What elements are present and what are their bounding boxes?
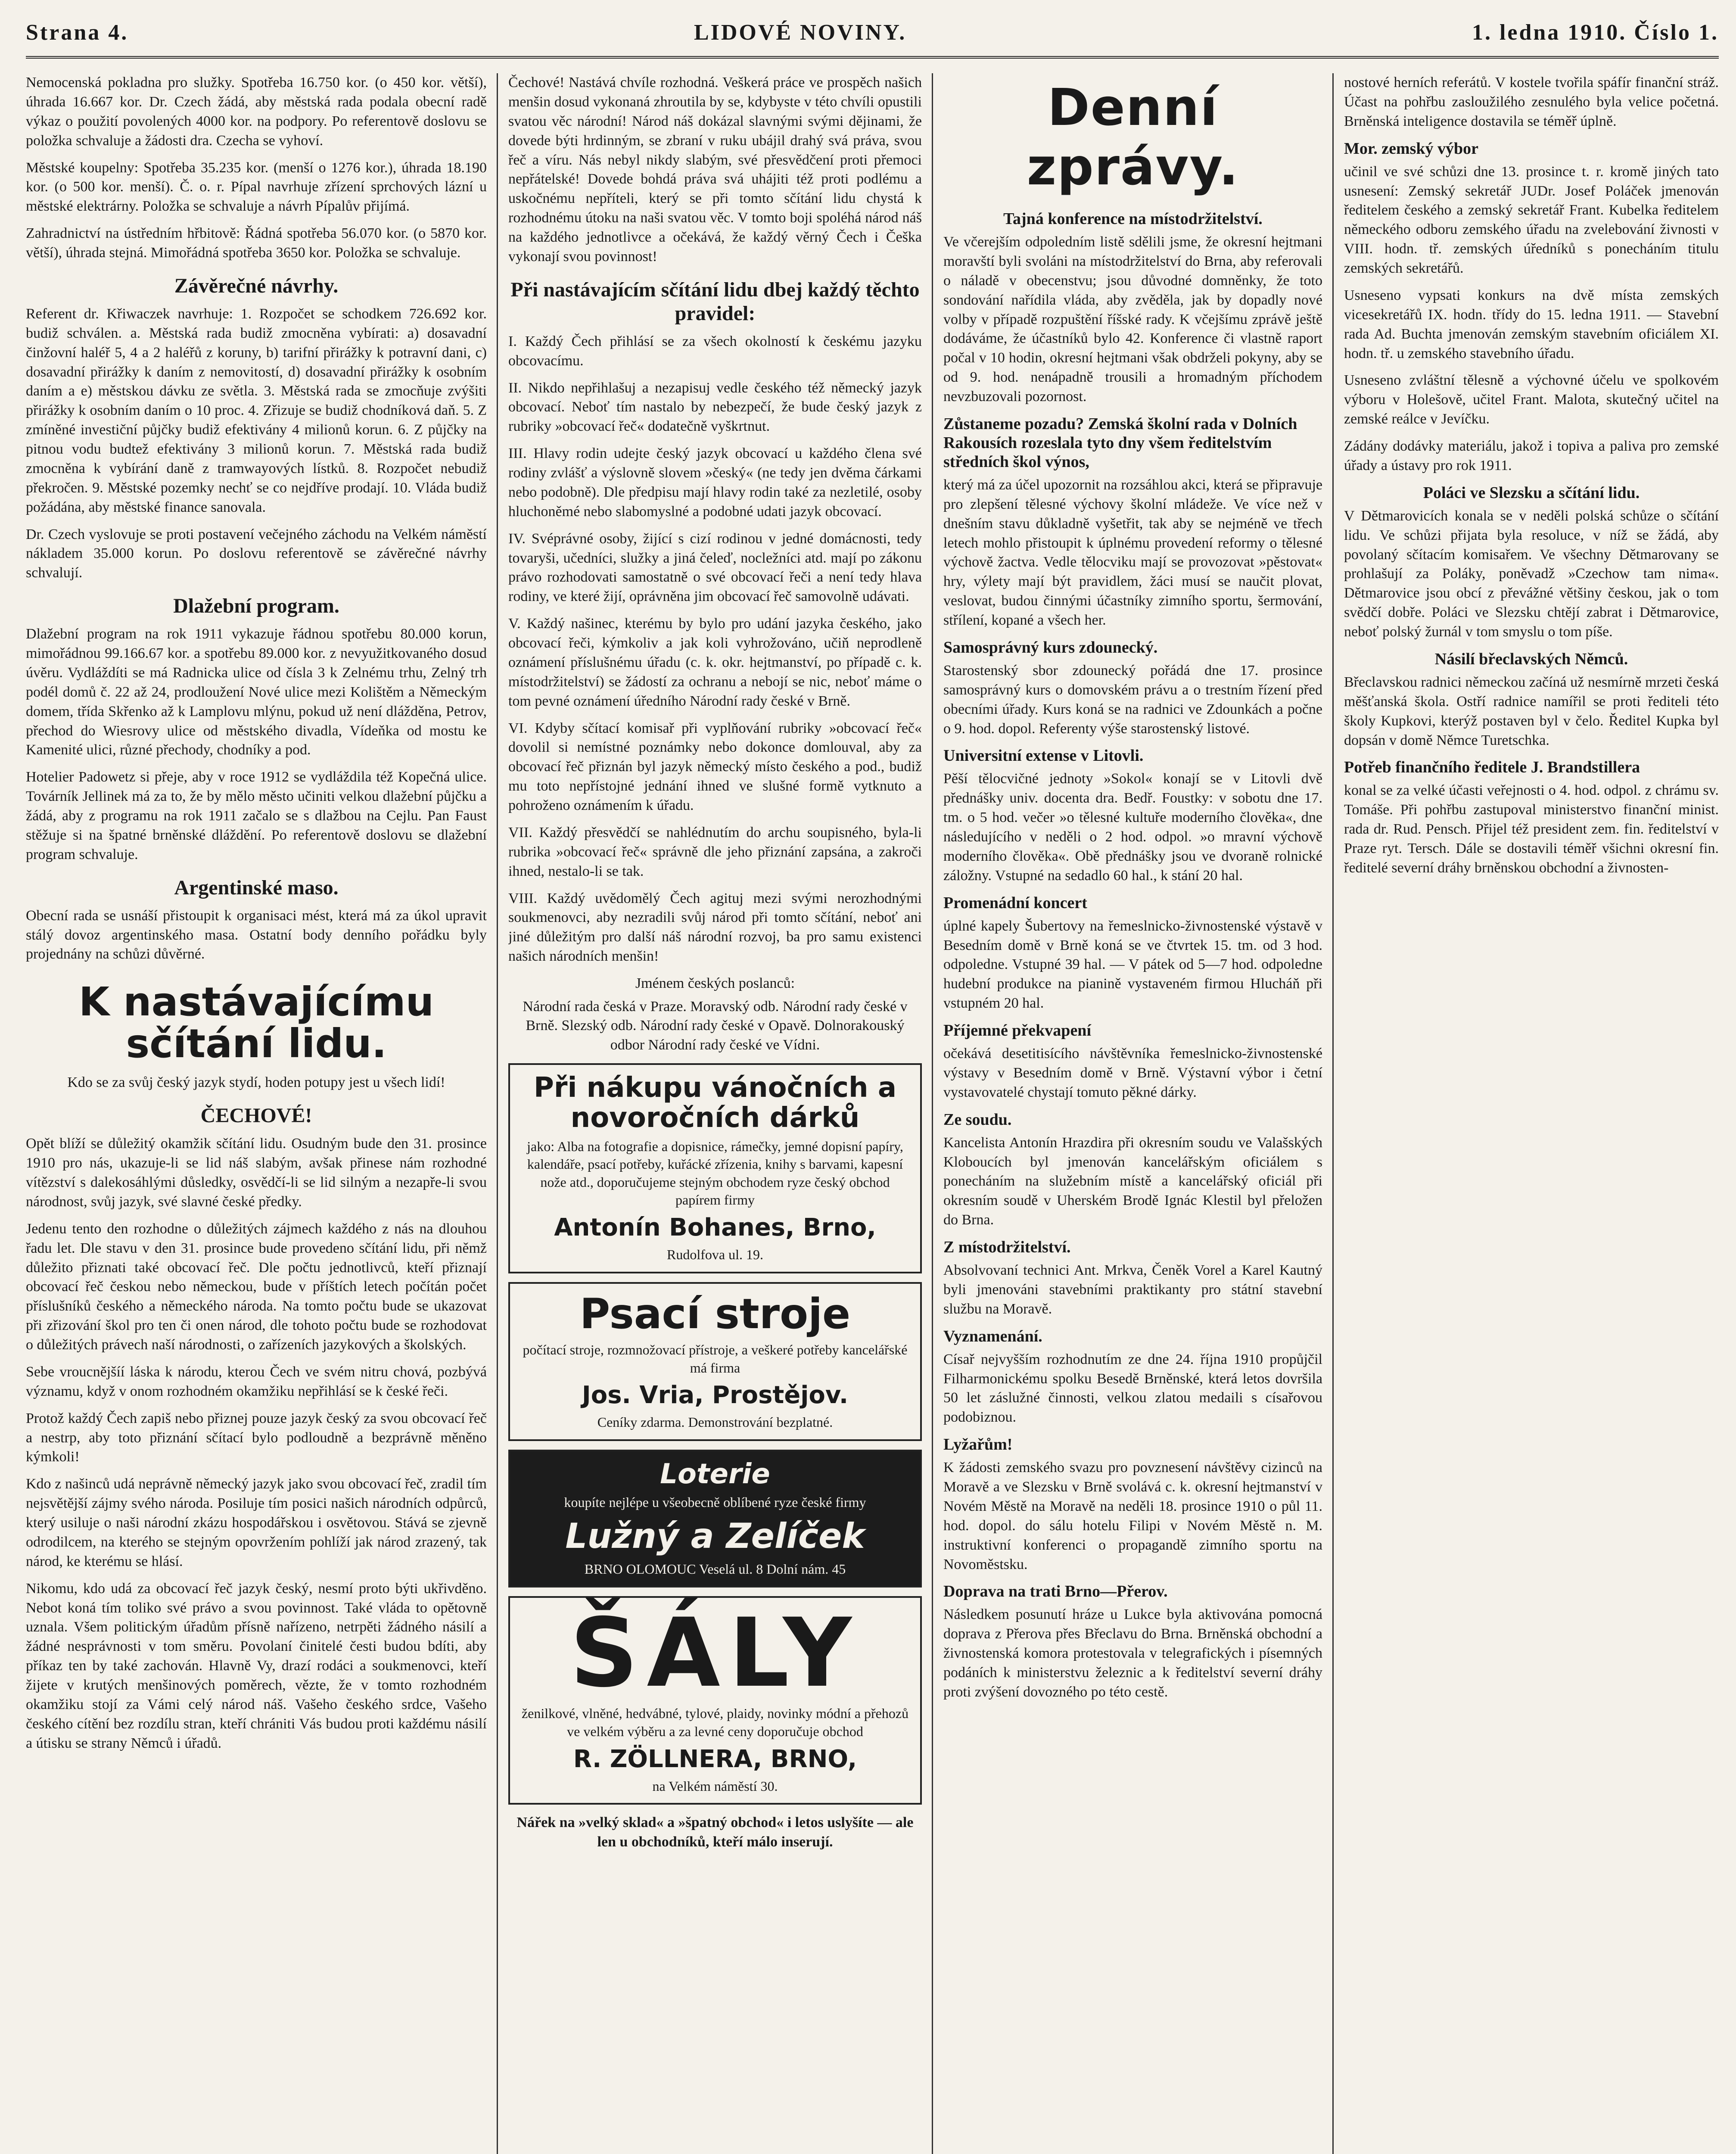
paragraph: Zádány dodávky materiálu, jakož i topiva a paliva pro zemské úřady a ústavy pro rok 1911. [1344,438,1719,473]
paragraph: Protož každý Čech zapiš nebo přiznej pouze jazyk český za svou obcovací řeč a nestrp, aby toto přiznání sčítací bylo podloudně a bezprávně měněno kýmkoli! [26,1410,487,1465]
paragraph: Absolvovaní technici Ant. Mrkva, Čeněk Vorel a Karel Kautný byli jmenováni stavebními praktikanty pro státní stavební službu na Moravě. [943,1262,1322,1317]
paragraph: Referent dr. Křiwaczek navrhuje: 1. Rozpočet se schodkem 726.692 kor. budiž schválen. a. Městská rada budiž zmocněna vybírati: a) dosavadní činžovní haléř 5, 4 a 2 haléřů z koruny, b) tarifní přirážky k potravní dani, c) dosavadní přirážky k daním z nemovitostí, d) dosavadní přirážky k osobním daním a e) městskou dávku ze světla. 3. Městská rada se zmocňuje zvýšiti přirážky k osobním daním o 10 proc. 4. Zřizuje se budiž chodníková daň. 5. Z zmíněné investiční půjčky budiž efektivány 4 milionů korun. 6. Z půjčky na pitnou vodu budtež efektivány 3 milionů korun. 7. Městská rada budiž zmocněna k vybírání daně z tramwayových lístků. 8. Rozpočet nebudiž překročen. 9. Městské pozemky nechť se co nejdříve prodají. 10. Vláda budiž požádána, aby městské finance sanovala. [26,305,487,515]
paragraph: Opět blíží se důležitý okamžik sčítání lidu. Osudným bude den 31. prosince 1910 pro nás, ukazuje-li se lid náš slabým, avšak přinese nám rozhodné vítězství s dalekosáhlými důsledky, osvědčí-li se lid silným a nezapře-li svou národnost, svůj jazyk, své slavné české předky. [26,1136,487,1210]
paragraph: Pěší tělocvičné jednoty »Sokol« konají se v Litovli dvě přednášky univ. docenta dra. Bedř. Foustky: v sobotu dne 17. tm. o 5 hod. večer »o tělesné kultuře moderního člověka«, dne následujícího v neděli o 2 hod. odpol. »o mravní výchově moderního člověka«. Obě přednášky jsou ve dvoraně rolnické záložny. Vstupné na sedadlo 60 hal., k stání 20 hal. [943,771,1322,884]
column-rule [497,73,498,2154]
paragraph: Kdo z našinců udá neprávně německý jazyk jako svou obcovací řeč, zradil tím nejsvětější zájmy svého národa. Posiluje tím posici našich národních odpůrců, který usiluje o naši národní zkázu hospodářskou i osvětovou. Stává se zjevně odrodilcem, na kterého se stejným opovržením pohlíží jak národ zrazený, tak národ, ke kterému se hlásí. [26,1476,487,1569]
rule-item: III. Hlavy rodin udejte český jazyk obcovací u každého člena své rodiny zvlášť a výslovně slovem »český« (ne tedy jen dvěma čárkami nebo podobně). Dle předpisu mají hlavy rodin také za nezletilé, osoby hluchoněmé nebo slabomyslné a podobné udati jazyk obcovací. [508,445,922,520]
rule-item: IV. Svéprávné osoby, žijící s cizí rodinou v jedné domácnosti, tedy tovaryši, učedníci, služky a jiná čeleď, nocležníci atd. mají po zákonu právo rozhodovati samostatně o své obcovací řeči a není tedy hlava rodiny, ve které žijí, oprávněna jim obcovací řeč samovolně udávati. [508,530,922,605]
section-heading: ČECHOVÉ! [200,1104,312,1127]
column-3 [943,73,1322,2154]
section-heading: Zůstaneme pozadu? Zemská školní rada v Dolních Rakousích rozeslala tyto dny všem ředitelstvím středních škol výnos, [943,414,1297,471]
paragraph: Čechové! Nastává chvíle rozhodná. Veškerá práce ve prospěch našich menšin dosud vykonaná zhroutila by se, kdybyste v této chvíli opustili svatou věc národní! Národ náš dokázal slavnými svými dějinami, že dovede býti hrdinným, se zbraní v ruku ubájil drahý svá práva, svou řeč a víru. Nás nebyl nikdy slabým, své přesvědčení proti přemoci nepřátelské! Dovede bohdá práva svá uhájiti též proti podlému a uskočnému nepříteli, který se při tomto sčítání lidu chystá k rozhodnému útoku na naši svatou věc. V tomto boji spoléhá národ náš na každého jednotlivce a očekává, že každý věrný Čech i Češka vykonají svou povinnost! [508,75,922,265]
paragraph: konal se za velké účasti veřejnosti o 4. hod. odpol. z chrámu sv. Tomáše. Při pohřbu zastupoval ministerstvo finanční minist. rada dr. Rud. Pensch. Přijel též president zem. fin. ředitelství v Praze ryt. Tersch. Dále se dostavili téměř všichni okresní fin. ředitelé severní dráhy brněnskou obchodní a živnosten- [1344,782,1719,876]
paragraph: Usneseno vypsati konkurs na dvě místa zemských vicesekretářů IX. hodn. třídy do 15. ledna 1911. — Stavební rada Ad. Buchta jmenován zemským stavebním oficiálem XI. hodn. tř. u zemského stavebního úřadu. [1344,287,1719,361]
paragraph: Císař nejvyšším rozhodnutím ze dne 24. října 1910 propůjčil Filharmonickému spolku Besedě Brněnské, která letos dovršila 50 let záslužné činnosti, velkou zlatou medaili s císařovou podobiznou. [943,1351,1322,1426]
signature-intro: Jménem českých poslanců: [635,975,795,991]
ad-note: Ceníky zdarma. Demonstrování bezplatné. [597,1414,833,1430]
ad-body: ženilkové, vlněné, hedvábné, tylové, plaidy, novinky módní a přehozů ve velkém výběru a za levné ceny doporučuje obchod [521,1706,909,1740]
rule-item: II. Nikdo nepřihlašuj a nezapisuj vedle českého též německý jazyk obcovací. Neboť tím nastalo by nebezpečí, že bude český jazyk z rubriky »obcovací řeč« dodatečně vyškrtnut. [508,380,922,435]
paragraph: Sebe vroucnějšíí láska k národu, kterou Čech ve svém nitru chová, pozbývá významu, když v onom rozhodném okamžiku nepřihlásí se k české řeči. [26,1363,487,1399]
paragraph: Starostenský sbor zdounecký pořádá dne 17. prosince samosprávný kurs o domovském právu a o trestním řízení před obecními úřady. Kurs koná se na radnici ve Zdounkách a počne o 9. hod. dopol. Referenty výše starostenský listové. [943,662,1322,737]
census-banner-heading: K nastávajícímu sčítání lidu. [78,979,434,1067]
paragraph: Obecní rada se usnáší přistoupit k organisaci mést, která má za úkol upravit stálý dovoz argentinského masa. Ostatní body denního pořádku byly projednány na schůzi důvěrné. [26,907,487,962]
page-number: Strana 4. [26,20,129,45]
ad-address: Rudolfova ul. 19. [667,1246,763,1262]
paragraph: učinil ve své schůzi dne 13. prosince t. r. kromě jiných tato usnesení: Zemský sekretář JUDr. Josef Poláček jmenován ředitelem českého a zemský sekretář Frant. Kubelka ředitelem německého odboru zemského úřadu na zvelebování živnosti v VIII. hodn. tř. zemských úředníků s ponecháním titulu zemských sekretářů. [1344,163,1719,276]
newspaper-page [26,9,1719,2154]
paragraph: nostové herních referátů. V kostele tvořila spáfír finanční stráž. Účast na pohřbu zasloužilého zesnulého byla velice početná. Brněnská inteligence dostavila se téměř úplně. [1344,75,1719,129]
paragraph: úplné kapely Šubertovy na řemeslnicko-živnostenské výstavě v Besedním domě v Brně koná se ve čtvrtek 15. tm. od 3 hod. odpoledne. Vstupné 39 hal. — V pátek od 5—7 hod. odpoledne hudební produkce na pianině vystaveném firmou Hlucháň při vstupném 20 hal. [943,918,1322,1012]
rule-item: VI. Kdyby sčítací komisař při vyplňování rubriky »obcovací řeč« dovolil si nemístné poznámky nebo dokonce domlouval, aby za obcovací řeč přiznán byl jazyk německý místo českého a pod., budiž mu toto nepřístojné jednání ihned ve slušné formě vytknuto a pohroženo oznámením k úřadu. [508,720,922,813]
ad-body: koupíte nejlépe u všeobecně oblíbené ryze české firmy [564,1494,866,1510]
section-heading: Argentinské maso. [174,876,339,899]
signatories: Národní rada česká v Praze. Moravský odb. Národní rady české v Brně. Slezský odb. Národní rady české v Opavě. Dolnorakouský odbor Národní rady české ve Vídni. [523,999,908,1053]
ad-firm: R. ZÖLLNERA, BRNO, [573,1745,857,1773]
section-heading: Universitní extense v Litovli. [943,747,1144,765]
paragraph: Ve včerejším odpoledním listě sdělili jsme, že okresní hejtmani moravští byli svoláni na místodržitelství do Brna, aby referovali o náladě v obecenstvu; jsou důvodné domněnky, že toto sondování nařídila vláda, aby zvěděla, jak by dopadly nové volby v případě rozpuštění říšské rady. K včejšímu zprávě ještě dodáváme, že účastníků bylo 42. Konference či vlastně raport počal v 10 hodin, okresní hejtmani však obdrželi pokyny, aby se od 9. hod. nenápadně trousili a hromadným příchodem nevzbuzovali pozornost. [943,234,1322,405]
paragraph: Hotelier Padowetz si přeje, aby v roce 1912 se vydláždila též Kopečná ulice. Továrník Jellinek má za to, že by mělo město učiniti velkou dlažební půjčku a žádá, aby z programu na rok 1911 začalo se s dlažbou na Cejlu. Pan Faust stěžuje si na špatné brněnské dláždění. Po referentově doslovu se dlažební program schvaluje. [26,769,487,862]
ad-address: BRNO OLOMOUC Veselá ul. 8 Dolní nám. 45 [584,1561,846,1577]
section-heading: Samosprávný kurs zdounecký. [943,638,1158,657]
section-heading: Potřeb finančního ředitele J. Brandstillera [1344,758,1640,777]
ad-firm: Lužný a Zelíček [565,1516,865,1556]
paragraph: Zahradnictví na ústředním hřbitově: Řádná spotřeba 56.070 kor. (o 5870 kor. větší), úhrada stejná. Mimořádná spotřeba 3650 kor. Položka se schvaluje. [26,225,487,261]
section-heading: Ze soudu. [943,1110,1012,1129]
ad-address: na Velkém náměstí 30. [652,1778,778,1794]
ad-firm: Jos. Vria, Prostějov. [582,1381,849,1410]
section-heading: Příjemné překvapení [943,1021,1092,1040]
column-rule [1332,73,1334,2154]
section-heading: Násilí břeclavských Němců. [1434,650,1628,668]
paragraph: Městské koupelny: Spotřeba 35.235 kor. (menší o 1276 kor.), úhrada 18.190 kor. (o 500 kor. menší). Č. o. r. Pípal navrhuje zřízení sprchových lázní u městské elektrárny. Položka se schvaluje a návrh Pípalův přijímá. [26,159,487,215]
section-heading: Doprava na trati Brno—Přerov. [943,1582,1168,1601]
paragraph: Usneseno zvláštní tělesně a výchovné účelu ve spolkovém výboru v Holešově, učitel Frant. Malota, skutečný učitel na zemské reálce v Jevíčku. [1344,372,1719,427]
paragraph: Následkem posunutí hráze u Lukce byla aktivována pomocná doprava z Přerova přes Břeclavu do Brna. Brněnská obchodní a živnostenská komora protestovala v telegrafických i písemných podáních k ministerstvu železnic a k ředitelství severní dráhy proti zvýšení dovozného po této cestě. [943,1606,1322,1700]
ad-headline: ŠÁLY [570,1598,860,1709]
ad-shawls [508,1596,922,1805]
column-1 [26,73,487,2154]
rule-item: V. Každý našinec, kterému by bylo pro udání jazyka českého, jako obcovací řeči, kýmkoliv a jak koli vyhrožováno, učiň neprodleně oznámení příslušnému úřadu (c. k. okr. hejtmanství, po případě c. k. místodržitelství) se žádostí za ochranu a nebojí se nic, neboť máme o tom pevné oznámení úředního Národní rady české v Brně. [508,616,922,709]
ad-headline: Při nákupu vánočních a novoročních dárků [533,1071,897,1134]
paragraph: Nemocenská pokladna pro služky. Spotřeba 16.750 kor. (o 450 kor. větší), úhrada 16.667 kor. Dr. Czech žádá, aby městská rada podala obecní radě výkaz o použití povolených 4000 kor. na podpory. Po referentově doslovu se položka schvaluje a žádosti dra. Czecha se vyhoví. [26,75,487,149]
section-heading: Promenádní koncert [943,893,1087,912]
ad-bohanes [508,1063,922,1273]
newspaper-title: LIDOVÉ NOVINY. [694,20,907,45]
paragraph: Dr. Czech vyslovuje se proti postavení večejného záchodu na Velkém náměstí nákladem 35.000 korun. Po doslovu referentově se závěrečné návrhy schvalují. [26,526,487,581]
ad-body: jako: Alba na fotografie a dopisnice, rámečky, jemné dopisní papíry, kalendáře, psací potřeby, kuřácké zřízenia, knihy s barvami, kapesní nože atd., doporučujeme stejným obchodem ryze český obchod papírem firmy [527,1138,903,1208]
ad-body: počítací stroje, rozmnožovací přístroje, a veškeré potřeby kancelářské má firma [523,1342,908,1376]
section-heading: Dlažební program. [173,595,339,618]
paragraph: který má za účel upozornit na rozsáhlou akci, která se připravuje pro zlepšení tělesné výchovy školní mládeže. Ve více než v dnešním stavu důkladně vyšetřit, tak aby se nejméně ve třech letech mohlo přistoupit k úplnému provedení reformy o tělesné výchově žactva. Vedle tělocviku mají se provozovat »pěstovat« hry, výlety mají být pravidlem, žáci musí se naučit plovat, veslovat, budou činnými účastníky zimního sportu, šermování, střílení, kopané a všech her. [943,476,1322,628]
ad-typewriters [508,1282,922,1441]
paragraph: očekává desetitisícího návštěvníka řemeslnicko-živnostenské výstavy v Besedním domě v Brně. Výstavní výbor i četní vystavovatelé chystají tomuto pěkné dárky. [943,1046,1322,1100]
section-heading: Lyžařům! [943,1435,1013,1454]
ad-headline: Loterie [660,1458,770,1490]
rule-item: VIII. Každý uvědomělý Čech agituj mezi svými nerozhodnými soukmenovci, aby nezradili svůj národ při tomto sčítání, neboť ani jiné důležitým pro další náš národní rozvoj, ba pro samu existenci našich národních menšin! [508,890,922,965]
masthead [26,9,1719,59]
section-heading: Poláci ve Slezsku a sčítání lidu. [1423,483,1640,502]
section-heading: Při nastávajícím sčítání lidu dbej každý těchto pravidel: [510,278,920,325]
rule-item: VII. Každý přesvědčí se nahlédnutím do archu soupisného, byla-li rubrika »obcovací řeč« správně dle jeho přiznání zapsána, a zakroči ihned, nestalo-li se tak. [508,824,922,879]
section-heading: Vyznamenání. [943,1327,1042,1345]
rule-item: I. Každý Čech přihlásí se za všech okolností k českému jazyku obcovacímu. [508,333,922,369]
section-heading: Mor. zemský výbor [1344,139,1479,158]
column-rule [932,73,933,2154]
ad-lottery [508,1450,922,1588]
footer-note: Nářek na »velký sklad« a »špatný obchod« i letos uslyšíte — ale len u obchodníků, kteří málo inserují. [516,1815,914,1850]
paragraph: Dlažební program na rok 1911 vykazuje řádnou spotřebu 80.000 korun, mimořádnou 99.166.67 kor. a spotřebu 89.000 kor. z nevyužitkovaného dosud úvěru. Vydláždíti se má Radnicka ulice od čísla 3 k Zelnému trhu, Zelný trh podél domů č. 22 až 24, prodloužení Nové ulice mezi Kolištěm a Německým domem, třída Skřenko až k Lamplovu mlýnu, pokud už není dlážděna, Petrov, přechod do Wiesrovy ulice od městského divadla, Vídeňka od mostu ke Kamenité ulici, různé přechody, chodníky a pod. [26,626,487,758]
paragraph: Břeclavskou radnici německou začíná už nesmírně mrzeti česká měšťanská škola. Ostří radnice namířil se proti řediteli této školy Kupkovi, kterýž postaven byl v čelo. Ředitel Kupka byl dopsán v domě Němce Turetschka. [1344,674,1719,748]
paragraph: K žádosti zemského svazu pro povznesení návštěvy cizinců na Moravě a ve Slezsku v Brně svolává c. k. okresní hejtmanství v Novém Městě na Moravě na neděli 18. prosince 1910 o půl 11. hod. dopol. do sálu hotelu Filipi v Novém Městě n. M. instruktivní konferenci o propagandě zimního sportu na Novoměstsku. [943,1460,1322,1572]
ad-firm: Antonín Bohanes, Brno, [554,1213,876,1242]
ad-headline: Psací stroje [579,1289,851,1338]
verse: Kdo se za svůj český jazyk stydí, hoden potupy jest u všech lidí! [67,1074,445,1091]
column-2 [508,73,922,2154]
paragraph: Kancelista Antonín Hrazdira při okresním soudu ve Valašských Kloboucích byl jmenován kancelářským oficiálem s ponecháním na služebním místě a kancelářský oficiál při okresním soudě v Uherském Brodě Ignác Klestil byl přeložen do Brna. [943,1134,1322,1228]
daily-news-heading: Denní zprávy. [1027,78,1239,196]
section-heading: Závěrečné návrhy. [174,274,339,297]
section-heading: Tajná konference na místodržitelství. [1003,210,1263,228]
paragraph: Nikomu, kdo udá za obcovací řeč jazyk český, nesmí proto býti ukřivděno. Nebot koná tím toliko své právo a svou povinnost. Také vláda to opětovně uznala. Všem politickým úřadům přísně nařízeno, netrpěti žádného násilí a žádné nesprávnosti v tom směru. Povolaní činitelé česti budou bdíti, aby příkaz ten by také zachován. Hlavně Vy, drazí rodáci a soukmenovci, kteří žijete v krutých menšinových poměrech, vězte, že v tomto rozhodném okamžiku stojí za Vámi celý národ náš. Vašeho českého srdce, Vašeho českého cítění bez rozdílu stran, kteří chrániti Vás budou proti každému násilí a útisku se strany Němců i úřadů. [26,1580,487,1751]
column-4 [1344,73,1719,2154]
paragraph: V Dětmarovicích konala se v neděli polská schůze o sčítání lidu. Ve schůzi přijata byla resoluce, v níž se žádá, aby povolaný sčítacím komisařem. Ve všechny Dětmarovany se prohlašují za Poláky, poněvadž »Czechow tam nima«. Dětmarovice jsou obcí z převážné většiny českou, jak o tom svědčí dobře. Poláci ve Slezsku chtějí zabrat i Dětmarovice, neboť polský žurnál v tom smyslu o tom píše. [1344,507,1719,640]
issue-date: 1. ledna 1910. Číslo 1. [1472,20,1719,45]
section-heading: Z místodržitelství. [943,1238,1071,1256]
paragraph: Jedenu tento den rozhodne o důležitých zájmech každého z nás na dlouhou řadu let. Dle stavu v den 31. prosince bude provedeno sčítání lidu, při němž důležito přiznati také obcovací řeč. Dle počtu jednotlivců, kteří přiznají obcovací řeč českou nebo německou, bude v příštích letech počítán počet příslušníků českého a německého národa. Na tomto počtu bude se ukazovat při zřizování škol pro ten či onen národ, dle tohoto počtu bude se rozhodovat o důležitých právech naší národnosti, o zařízeních jazykových a školských. [26,1220,487,1353]
